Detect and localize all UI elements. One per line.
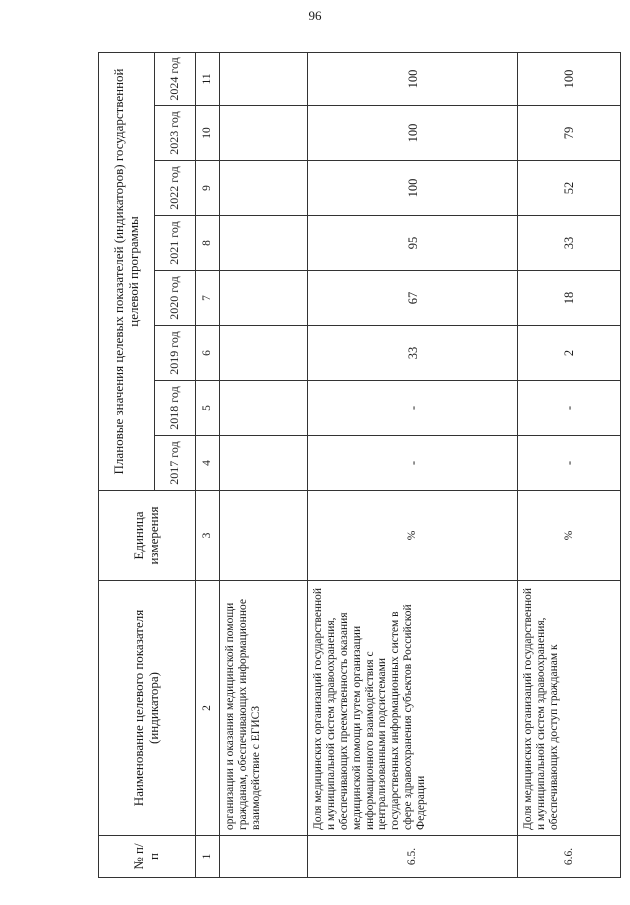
table-row (308, 52, 518, 877)
value-cell (220, 271, 308, 326)
value-cell: 67 (308, 271, 518, 326)
value-cell (220, 436, 308, 491)
value-cell: 95 (308, 216, 518, 271)
value-cell: 100 (308, 161, 518, 216)
column-numbers-row (196, 52, 220, 877)
rotated-table-container (98, 53, 620, 878)
header-unit: Единица измерения (99, 491, 196, 581)
table-row (220, 52, 308, 877)
column-number: 6 (196, 326, 220, 381)
header-name: Наименование целевого показателя (индикатора) (99, 581, 196, 836)
unit-cell: % (308, 491, 518, 581)
column-number: 5 (196, 381, 220, 436)
column-number: 1 (196, 836, 220, 878)
header-year: 2017 год (155, 436, 196, 491)
column-number: 11 (196, 52, 220, 105)
column-number: 4 (196, 436, 220, 491)
column-number: 2 (196, 581, 220, 836)
value-cell: 100 (308, 52, 518, 105)
value-cell: 18 (518, 271, 621, 326)
unit-cell (220, 491, 308, 581)
value-cell (220, 106, 308, 161)
value-cell: - (308, 436, 518, 491)
value-cell: 100 (308, 106, 518, 161)
header-year: 2022 год (155, 161, 196, 216)
row-number (220, 836, 308, 878)
value-cell: 100 (518, 52, 621, 105)
row-number: 6.6. (518, 836, 621, 878)
column-number: 7 (196, 271, 220, 326)
header-year: 2021 год (155, 216, 196, 271)
value-cell: 33 (308, 326, 518, 381)
page-number: 96 (308, 8, 322, 23)
column-number: 3 (196, 491, 220, 581)
header-year: 2018 год (155, 381, 196, 436)
value-cell (220, 161, 308, 216)
column-number: 9 (196, 161, 220, 216)
value-cell: 2 (518, 326, 621, 381)
header-planned-values: Плановые значения целевых показателей (индикаторов) государственной целевой программы (99, 52, 155, 490)
value-cell: - (308, 381, 518, 436)
value-cell: 79 (518, 106, 621, 161)
value-cell: - (518, 436, 621, 491)
indicator-name: организации и оказания медицинской помощи гражданам, обеспечивающих информационное взаимодействие с ЕГИСЗ (220, 581, 308, 836)
column-number: 10 (196, 106, 220, 161)
header-year: 2020 год (155, 271, 196, 326)
indicator-name: Доля медицинских организаций государственной и муниципальной систем здравоохранения, обеспечивающих преемственность оказания медицинской помощи путем организации информационного взаимодействия с централизованными подсистемами государственных информационных систем в сфере здравоохранения субъектов Российской Федерации (308, 581, 518, 836)
unit-cell: % (518, 491, 621, 581)
value-cell: 33 (518, 216, 621, 271)
value-cell (220, 216, 308, 271)
indicator-name: Доля медицинских организаций государственной и муниципальной систем здравоохранения, обеспечивающих доступ гражданам к (518, 581, 621, 836)
value-cell: - (518, 381, 621, 436)
column-number: 8 (196, 216, 220, 271)
indicators-table (98, 52, 621, 878)
header-year: 2024 год (155, 52, 196, 105)
header-year: 2019 год (155, 326, 196, 381)
header-number: № п/п (99, 836, 196, 878)
value-cell (220, 381, 308, 436)
table-row (518, 52, 621, 877)
value-cell (220, 52, 308, 105)
row-number: 6.5. (308, 836, 518, 878)
value-cell: 52 (518, 161, 621, 216)
header-year: 2023 год (155, 106, 196, 161)
value-cell (220, 326, 308, 381)
